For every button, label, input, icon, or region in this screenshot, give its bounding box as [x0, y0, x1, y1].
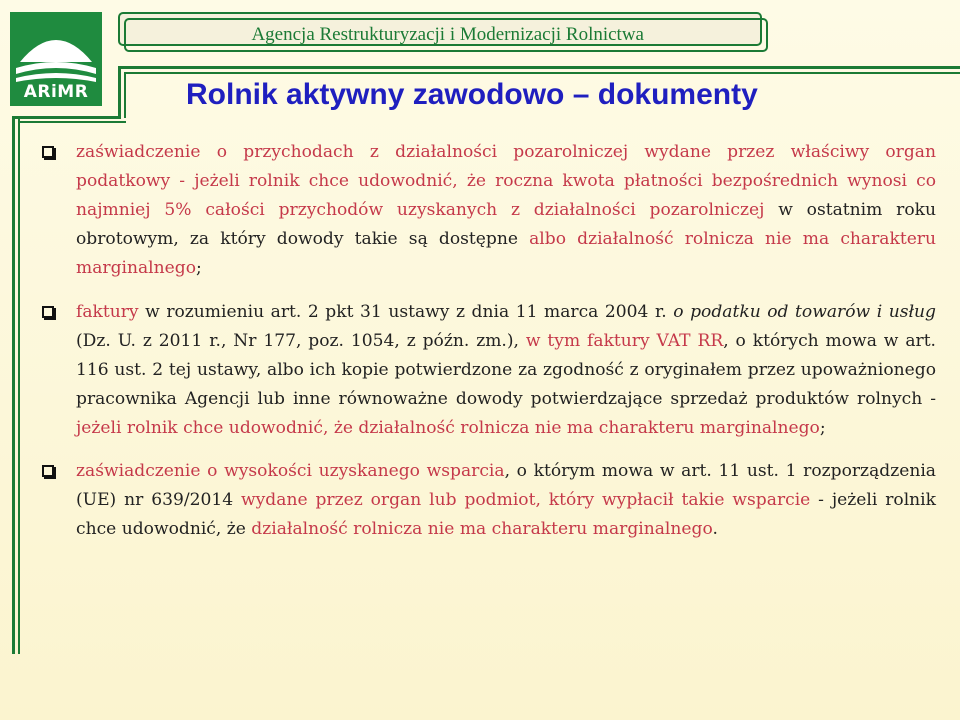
checkbox-bullet-icon: [42, 146, 54, 158]
text-segment: - jeżeli rolnik chce udowodnić, że: [76, 490, 937, 539]
frame-line-horizontal: [12, 116, 121, 119]
frame-line-vertical: [118, 66, 121, 118]
frame-line-vertical-inner: [124, 72, 126, 118]
text-segment: , o którym mowa w art. 11 ust. 1 rozporządzenia (UE) nr 639/2014: [76, 461, 936, 510]
text-segment: zaświadczenie o wysokości uzyskanego wsparcia: [76, 461, 505, 481]
text-segment: , o których mowa w art. 116 ust. 2 tej ustawy, albo ich kopie potwierdzone za zgodność z oryginałem przez upoważnionego pracownika Agencji lub inne równoważne dowody potwierdzające sprzedaż produktów rolnych -: [76, 331, 936, 409]
text-segment: .: [712, 519, 718, 539]
frame-line-top: [118, 66, 960, 69]
text-segment: (Dz. U. z 2011 r., Nr 177, poz. 1054, z późn. zm.),: [76, 331, 526, 351]
checkbox-bullet-icon: [42, 465, 54, 477]
text-segment: działalność rolnicza nie ma charakteru marginalnego: [251, 519, 713, 539]
list-item: [42, 457, 936, 544]
text-segment: ;: [196, 258, 202, 278]
frame-line-horizontal-inner: [18, 121, 126, 123]
text-segment: zaświadczenie o przychodach z działalności pozarolniczej wydane przez właściwy organ podatkowy - jeżeli rolnik chce udowodnić, że roczna kwota płatności bezpośrednich wynosi co najmniej 5% całości przychodów uzyskanych z działalności pozarolniczej: [76, 142, 936, 220]
checkbox-bullet-icon: [42, 306, 54, 318]
page-title: Rolnik aktywny zawodowo – dokumenty: [186, 78, 758, 111]
text-segment: ;: [819, 418, 826, 438]
arimr-logo: [10, 12, 102, 106]
list-item: [42, 138, 936, 283]
list-item: [42, 298, 936, 443]
text-segment: faktury: [76, 302, 146, 322]
text-segment: w tym faktury VAT RR: [525, 331, 724, 351]
frame-line-top-inner: [124, 72, 960, 74]
text-segment: albo działalność rolnicza nie ma charakteru marginalnego: [76, 229, 936, 278]
logo-text: ARiMR: [23, 82, 89, 102]
text-segment: wydane przez organ lub podmiot, który wypłacił takie wsparcie: [241, 490, 811, 510]
frame-line-left: [12, 118, 15, 654]
text-segment: w rozumieniu art. 2 pkt 31 ustawy z dnia 11 marca 2004 r.: [145, 302, 674, 322]
text-segment: w ostatnim roku obrotowym, za który dowody takie są dostępne: [76, 200, 936, 249]
frame-line-left-inner: [18, 118, 20, 654]
agency-name: Agencja Restrukturyzacji i Modernizacji Rolnictwa: [251, 24, 644, 45]
document-list: [42, 138, 936, 559]
text-segment: o podatku od towarów i usług: [673, 302, 936, 322]
text-segment: jeżeli rolnik chce udowodnić, że działalność rolnicza nie ma charakteru marginalnego: [76, 418, 820, 438]
